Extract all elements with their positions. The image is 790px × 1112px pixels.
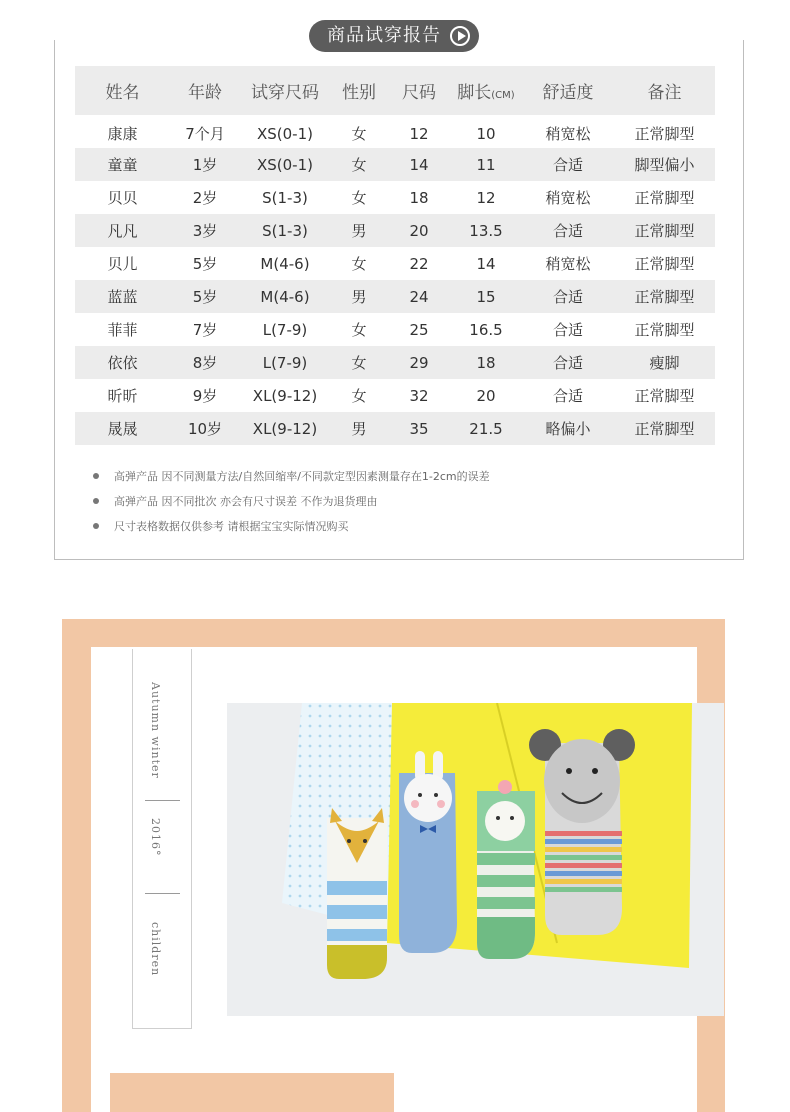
cell-comfort: 合适 — [522, 280, 614, 313]
cell-foot: 21.5 — [450, 412, 522, 445]
cell-foot: 18 — [450, 346, 522, 379]
cell-comfort: 合适 — [522, 214, 614, 247]
cell-gender: 女 — [351, 125, 367, 143]
col-header-foot-unit: (CM) — [491, 90, 515, 101]
cell-code: 32 — [409, 386, 429, 405]
table-row — [75, 346, 715, 379]
cell-age: 8岁 — [170, 346, 240, 379]
cell-size: M(4-6) — [240, 280, 330, 313]
cell-name: 昕昕 — [107, 387, 138, 405]
note-item — [90, 464, 710, 489]
cell-comfort: 略偏小 — [522, 412, 614, 445]
cell-size: XL(9-12) — [252, 386, 318, 405]
col-header-size: 试穿尺码 — [240, 66, 330, 115]
cell-foot: 16.5 — [469, 320, 503, 339]
cell-code: 18 — [409, 188, 429, 207]
side-text-children: children — [149, 922, 162, 977]
table-row — [75, 115, 715, 148]
cell-comfort: 合适 — [522, 346, 614, 379]
cell-size: L(7-9) — [240, 346, 330, 379]
cell-name: 贝儿 — [107, 255, 138, 273]
cell-note: 正常脚型 — [614, 214, 715, 247]
cell-gender: 男 — [330, 412, 388, 445]
cell-name: 依依 — [75, 346, 170, 379]
table-row — [75, 379, 715, 412]
cell-age: 5岁 — [170, 280, 240, 313]
side-text-year: 2016° — [149, 818, 162, 857]
note-item — [90, 489, 710, 514]
cell-gender: 女 — [330, 346, 388, 379]
lamb-sock — [477, 780, 535, 959]
cell-foot: 12 — [476, 188, 496, 207]
size-table — [75, 66, 715, 445]
bottom-peach-bar — [110, 1073, 394, 1112]
col-header-comfort: 舒适度 — [522, 66, 614, 115]
table-body — [75, 115, 715, 445]
cell-size: S(1-3) — [240, 214, 330, 247]
cell-size: XL(9-12) — [240, 412, 330, 445]
cell-name: 康康 — [107, 125, 138, 143]
col-header-name: 姓名 — [75, 66, 170, 115]
note-text: 高弹产品 因不同测量方法/自然回缩率/不同款定型因素测量存在1-2cm的误差 — [114, 470, 490, 483]
table-row — [75, 181, 715, 214]
bullet-icon — [93, 498, 99, 504]
cell-size: M(4-6) — [260, 254, 310, 273]
cell-code: 29 — [388, 346, 450, 379]
table-row — [75, 247, 715, 280]
socks-photo — [227, 703, 724, 1016]
divider-line — [132, 1028, 192, 1029]
cell-comfort: 稍宽松 — [545, 255, 591, 273]
bullet-icon — [93, 523, 99, 529]
note-text: 尺寸表格数据仅供参考 请根据宝宝实际情况购买 — [114, 520, 349, 533]
cell-age: 3岁 — [170, 214, 240, 247]
cell-age: 9岁 — [192, 387, 218, 405]
side-text-season: Autumn winter — [149, 682, 162, 779]
cell-size: XS(0-1) — [240, 148, 330, 181]
cell-code: 14 — [388, 148, 450, 181]
socks-illustration — [227, 703, 724, 1016]
side-tick — [145, 800, 180, 801]
note-item — [90, 514, 710, 539]
cell-age: 1岁 — [170, 148, 240, 181]
col-header-age: 年龄 — [170, 66, 240, 115]
cell-note: 正常脚型 — [614, 280, 715, 313]
cell-code: 35 — [388, 412, 450, 445]
table-row — [75, 280, 715, 313]
cell-foot: 10 — [476, 124, 496, 143]
divider-line — [132, 649, 133, 1029]
cell-gender: 男 — [330, 280, 388, 313]
divider-line — [191, 649, 192, 1029]
cell-note: 正常脚型 — [634, 387, 695, 405]
rabbit-sock — [399, 751, 457, 953]
cell-code: 22 — [409, 254, 429, 273]
cell-size: L(7-9) — [262, 320, 308, 339]
cell-note: 瘦脚 — [614, 346, 715, 379]
cell-gender: 女 — [351, 321, 367, 339]
play-arrow-icon — [450, 26, 470, 46]
cell-size: S(1-3) — [262, 188, 308, 207]
col-header-foot — [450, 66, 522, 115]
cell-name: 晟晟 — [75, 412, 170, 445]
cell-name: 贝贝 — [107, 189, 138, 207]
cell-gender: 女 — [351, 255, 367, 273]
cell-age: 10岁 — [170, 412, 240, 445]
table-row — [75, 148, 715, 181]
cell-note: 正常脚型 — [614, 412, 715, 445]
side-tick — [145, 893, 180, 894]
cell-size: XS(0-1) — [256, 124, 313, 143]
cell-note: 正常脚型 — [634, 189, 695, 207]
table-row — [75, 313, 715, 346]
col-header-foot-label: 脚长 — [457, 83, 492, 103]
fox-sock — [327, 808, 387, 979]
col-header-note: 备注 — [614, 66, 715, 115]
cell-foot: 20 — [476, 386, 496, 405]
cell-gender: 女 — [351, 189, 367, 207]
cell-foot: 13.5 — [450, 214, 522, 247]
cell-name: 凡凡 — [75, 214, 170, 247]
cell-gender: 女 — [351, 387, 367, 405]
cell-foot: 14 — [476, 254, 496, 273]
cell-note: 正常脚型 — [634, 125, 695, 143]
cell-comfort: 合适 — [522, 148, 614, 181]
notes-list — [90, 464, 710, 539]
cell-foot: 11 — [450, 148, 522, 181]
cell-note: 脚型偏小 — [614, 148, 715, 181]
cell-gender: 女 — [330, 148, 388, 181]
report-title-pill — [309, 20, 479, 52]
cell-name: 菲菲 — [107, 321, 138, 339]
cell-note: 正常脚型 — [634, 255, 695, 273]
col-header-gender: 性别 — [330, 66, 388, 115]
cell-foot: 15 — [450, 280, 522, 313]
table-row — [75, 412, 715, 445]
cell-age: 7个月 — [185, 125, 225, 143]
cell-comfort: 稍宽松 — [545, 189, 591, 207]
cell-age: 7岁 — [192, 321, 218, 339]
table-row — [75, 214, 715, 247]
cell-gender: 男 — [330, 214, 388, 247]
cell-comfort: 稍宽松 — [545, 125, 591, 143]
report-title: 商品试穿报告 — [327, 25, 441, 46]
cell-comfort: 合适 — [552, 321, 583, 339]
table-header-row — [75, 66, 715, 115]
note-text: 高弹产品 因不同批次 亦会有尺寸误差 不作为退货理由 — [114, 495, 378, 508]
bullet-icon — [93, 473, 99, 479]
cell-note: 正常脚型 — [634, 321, 695, 339]
cell-age: 5岁 — [192, 255, 218, 273]
cell-age: 2岁 — [192, 189, 218, 207]
cell-code: 24 — [388, 280, 450, 313]
cell-comfort: 合适 — [552, 387, 583, 405]
cell-code: 12 — [409, 124, 429, 143]
col-header-code: 尺码 — [388, 66, 450, 115]
cell-name: 童童 — [75, 148, 170, 181]
cell-name: 蓝蓝 — [75, 280, 170, 313]
cell-code: 25 — [409, 320, 429, 339]
cell-code: 20 — [388, 214, 450, 247]
